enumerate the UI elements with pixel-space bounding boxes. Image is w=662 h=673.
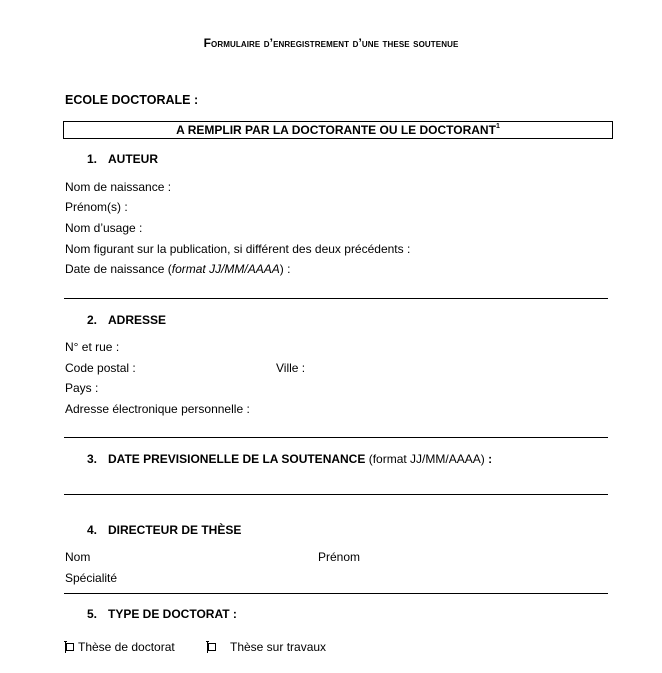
birth-date-format: format JJ/MM/AAAA xyxy=(171,262,280,276)
section-title: TYPE DE DOCTORAT : xyxy=(108,607,237,621)
section-doctorate-type-heading xyxy=(87,607,237,621)
thesis-on-works-checkbox[interactable] xyxy=(208,643,216,651)
section-number: 5. xyxy=(87,607,98,621)
first-names-field[interactable]: Prénom(s) : xyxy=(65,200,128,214)
publication-name-field[interactable]: Nom figurant sur la publication, si différent des deux précédents : xyxy=(65,242,411,256)
footnote-marker: 1 xyxy=(495,123,500,130)
birth-date-label: Date de naissance ( xyxy=(65,262,172,276)
personal-email-field[interactable]: Adresse électronique personnelle : xyxy=(65,402,250,416)
doctoral-school-label: ECOLE DOCTORALE : xyxy=(65,93,199,107)
divider xyxy=(64,437,608,438)
section-number: 3. xyxy=(87,452,98,466)
director-specialty-field[interactable]: Spécialité xyxy=(65,571,118,585)
section-title: ADRESSE xyxy=(108,313,167,327)
usage-name-field[interactable]: Nom d’usage : xyxy=(65,221,143,235)
divider xyxy=(64,298,608,299)
section-defense-date-heading[interactable] xyxy=(87,452,492,466)
director-first-name-field[interactable]: Prénom xyxy=(318,550,361,564)
section-title: DIRECTEUR DE THÈSE xyxy=(108,523,242,537)
thesis-on-works-label: Thèse sur travaux xyxy=(230,640,327,654)
date-format-note: (format JJ/MM/AAAA) xyxy=(368,452,485,466)
birth-date-suffix: ) : xyxy=(279,262,291,276)
doctorate-thesis-label: Thèse de doctorat xyxy=(78,640,175,654)
section-thesis-director-heading xyxy=(87,523,241,537)
street-field[interactable]: N° et rue : xyxy=(65,340,120,354)
divider xyxy=(64,494,608,495)
section-author-heading xyxy=(87,152,158,166)
section-number: 1. xyxy=(87,152,98,166)
form-title: Formulaire d’enregistrement d’une these soutenue xyxy=(203,36,459,50)
banner-text: A REMPLIR PAR LA DOCTORANTE OU LE DOCTORANT xyxy=(176,123,496,137)
birth-date-field[interactable] xyxy=(65,262,290,276)
section-address-heading xyxy=(87,313,166,327)
city-field[interactable]: Ville : xyxy=(276,361,306,375)
section-suffix: : xyxy=(488,452,493,466)
divider xyxy=(64,593,608,594)
section-number: 4. xyxy=(87,523,98,537)
director-last-name-field[interactable]: Nom xyxy=(65,550,91,564)
section-title: AUTEUR xyxy=(108,152,158,166)
section-title: DATE PREVISIONELLE DE LA SOUTENANCE xyxy=(108,452,366,466)
section-number: 2. xyxy=(87,313,98,327)
fill-in-banner xyxy=(63,121,613,139)
birth-name-field[interactable]: Nom de naissance : xyxy=(65,180,172,194)
country-field[interactable]: Pays : xyxy=(65,381,99,395)
doctorate-thesis-checkbox[interactable] xyxy=(66,643,74,651)
postal-code-field[interactable]: Code postal : xyxy=(65,361,136,375)
